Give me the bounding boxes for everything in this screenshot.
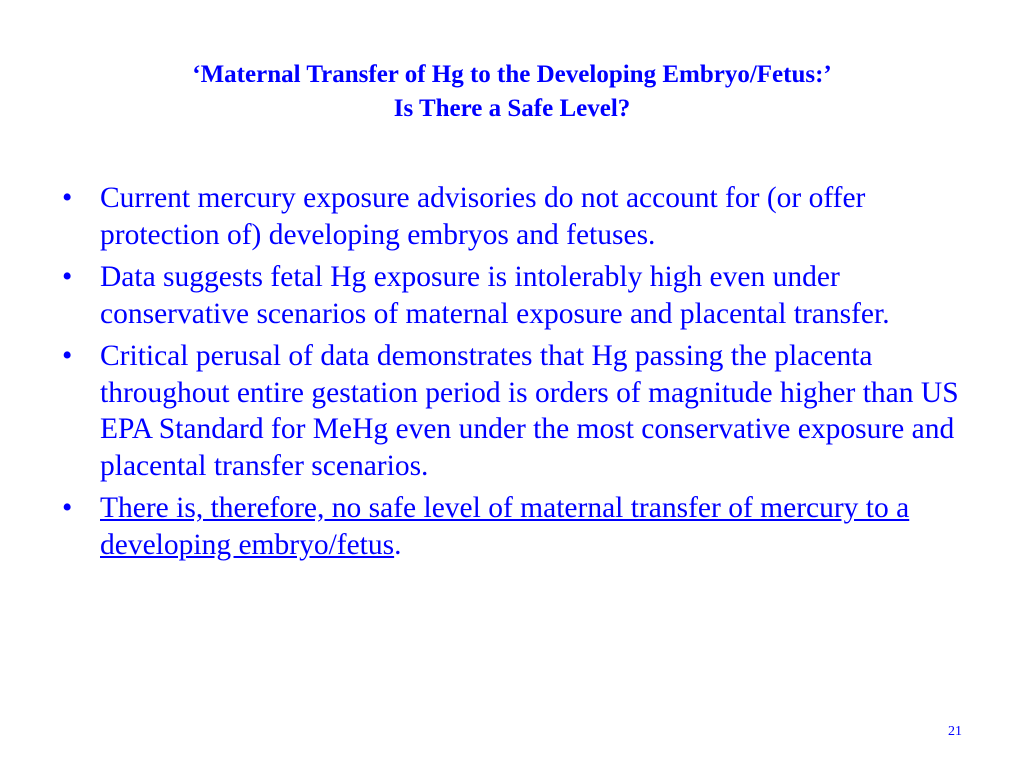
bullet-item-fetal-exposure <box>62 259 962 332</box>
bullet-icon: • <box>62 182 73 214</box>
bullet-icon: • <box>62 340 73 372</box>
bullet-item-epa-standard <box>62 338 962 484</box>
bullet-text: Current mercury exposure advisories do not account for (or offer protection of) developing embryos and fetuses. <box>100 182 866 251</box>
slide-title <box>40 58 984 126</box>
bullet-item-conclusion <box>62 490 962 563</box>
conclusion-underlined-text: There is, therefore, no safe level of maternal transfer of mercury to a developing embryo/fetus <box>100 492 910 561</box>
bullet-item-advisories <box>62 180 962 253</box>
conclusion-period: . <box>394 528 402 561</box>
slide-number: 21 <box>948 724 962 739</box>
bullet-text: Critical perusal of data demonstrates that Hg passing the placenta throughout entire gestation period is orders of magnitude higher than US EPA Standard for MeHg even under the most conservative exposure and placental transfer scenarios. <box>100 340 959 482</box>
bullet-icon: • <box>62 492 73 524</box>
bullet-list <box>62 180 962 569</box>
bullet-icon: • <box>62 261 73 293</box>
bullet-text: Data suggests fetal Hg exposure is intolerably high even under conservative scenarios of maternal exposure and placental transfer. <box>100 261 890 330</box>
title-line-2: Is There a Safe Level? <box>393 95 631 122</box>
title-line-1: ‘Maternal Transfer of Hg to the Developing Embryo/Fetus:’ <box>192 61 832 88</box>
